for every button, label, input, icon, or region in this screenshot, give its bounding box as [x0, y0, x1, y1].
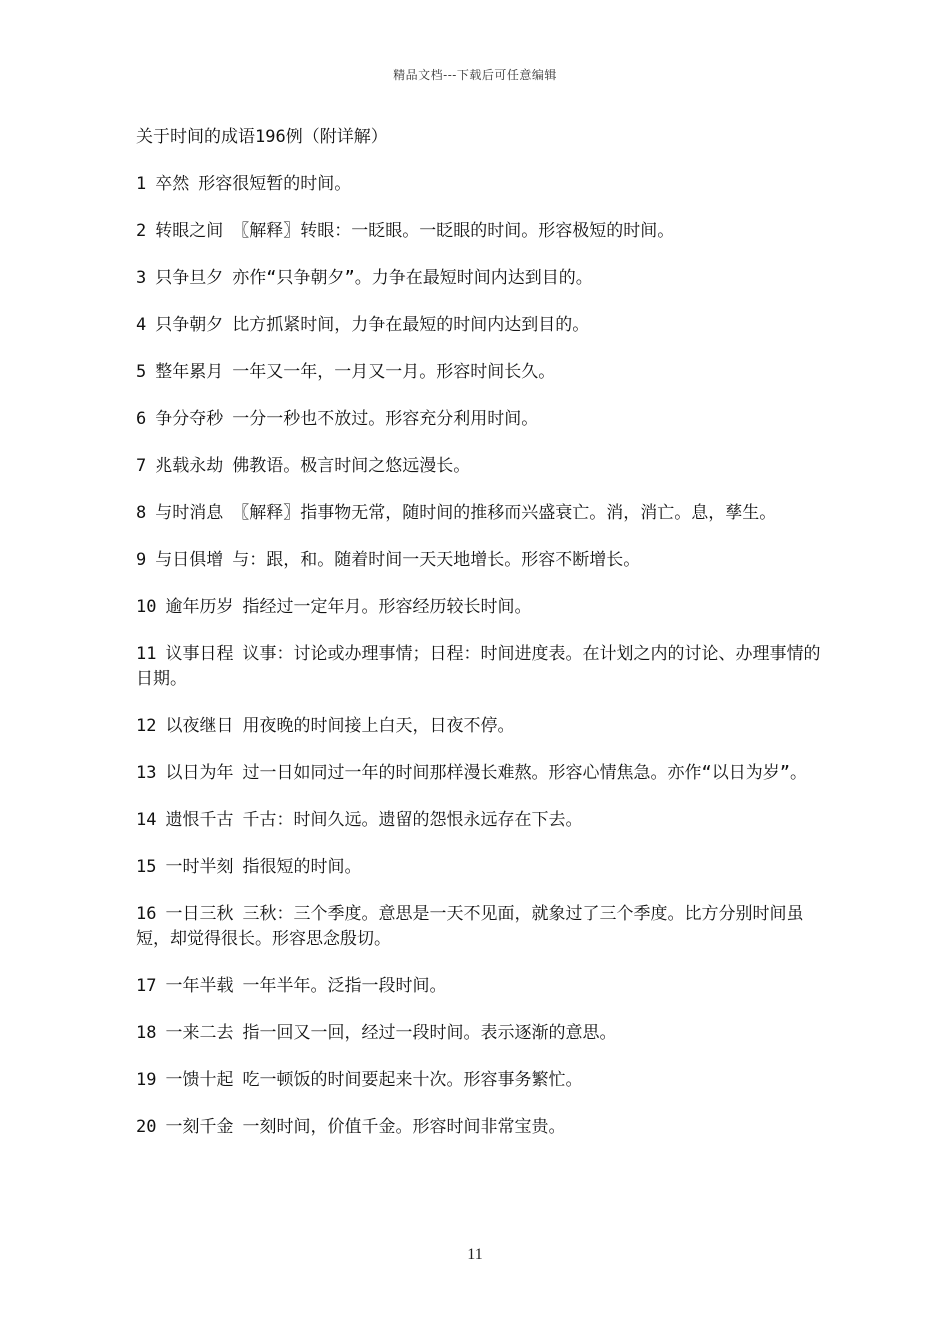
entry-definition: 指很短的时间。 [242, 857, 362, 877]
list-item [136, 974, 830, 999]
entry-definition: 过一日如同过一年的时间那样漫长难熬。形容心情焦急。亦作“以日为岁”。 [242, 763, 807, 783]
entry-idiom: 逾年历岁 [165, 597, 234, 617]
entry-idiom: 一来二去 [165, 1023, 234, 1043]
entry-definition: 吃一顿饭的时间要起来十次。形容事务繁忙。 [242, 1070, 583, 1090]
list-item [136, 595, 830, 620]
entry-definition: 佛教语。极言时间之悠远漫长。 [232, 456, 471, 476]
entry-number: 20 [136, 1117, 157, 1137]
entry-number: 13 [136, 763, 157, 783]
entry-definition: 用夜晚的时间接上白天，日夜不停。 [242, 716, 515, 736]
list-item [136, 855, 830, 880]
entry-definition: 一刻时间，价值千金。形容时间非常宝贵。 [242, 1117, 566, 1137]
page-header: 精品文档---下载后可任意编辑 [393, 68, 557, 82]
list-item [136, 902, 830, 952]
list-item [136, 501, 830, 526]
entry-number: 3 [136, 268, 147, 288]
list-item [136, 761, 830, 786]
entry-number: 16 [136, 904, 157, 924]
list-item [136, 714, 830, 739]
list-item [136, 266, 830, 291]
entry-idiom: 与日俱增 [155, 550, 224, 570]
list-item [136, 313, 830, 338]
entry-definition: 〖解释〗转眼：一眨眼。一眨眼的时间。形容极短的时间。 [232, 221, 675, 241]
entry-idiom: 以日为年 [165, 763, 234, 783]
entry-definition: 一年半年。泛指一段时间。 [242, 976, 447, 996]
entry-idiom: 一年半载 [165, 976, 234, 996]
entry-idiom: 一日三秋 [165, 904, 234, 924]
entry-idiom: 与时消息 [155, 503, 224, 523]
entry-definition: 与：跟，和。随着时间一天天地增长。形容不断增长。 [232, 550, 641, 570]
entry-definition: 议事：讨论或办理事情；日程：时间进度表。在计划之内的讨论、办理事情的日期。 [136, 644, 821, 689]
document-body [136, 125, 830, 1162]
entry-number: 19 [136, 1070, 157, 1090]
entry-definition: 一分一秒也不放过。形容充分利用时间。 [232, 409, 539, 429]
list-item [136, 642, 830, 692]
entry-idiom: 争分夺秒 [155, 409, 224, 429]
entry-number: 11 [136, 644, 157, 664]
entry-number: 4 [136, 315, 147, 335]
entry-number: 8 [136, 503, 147, 523]
entry-definition: 三秋：三个季度。意思是一天不见面，就象过了三个季度。比方分别时间虽短，却觉得很长。形容思念殷切。 [136, 904, 804, 949]
entry-number: 1 [136, 174, 147, 194]
page-number: 11 [467, 1246, 483, 1263]
entry-idiom: 只争朝夕 [155, 315, 224, 335]
entry-definition: 亦作“只争朝夕”。力争在最短时间内达到目的。 [232, 268, 593, 288]
entry-idiom: 兆载永劫 [155, 456, 224, 476]
entry-number: 17 [136, 976, 157, 996]
list-item [136, 454, 830, 479]
list-item [136, 360, 830, 385]
entry-number: 12 [136, 716, 157, 736]
entry-number: 5 [136, 362, 147, 382]
entry-idiom: 只争旦夕 [155, 268, 224, 288]
entry-number: 7 [136, 456, 147, 476]
list-item [136, 1115, 830, 1140]
entry-idiom: 一刻千金 [165, 1117, 234, 1137]
entry-definition: 指经过一定年月。形容经历较长时间。 [242, 597, 532, 617]
entry-number: 10 [136, 597, 157, 617]
entry-idiom: 一馈十起 [165, 1070, 234, 1090]
entry-idiom: 以夜继日 [165, 716, 234, 736]
entry-idiom: 转眼之间 [155, 221, 224, 241]
list-item [136, 172, 830, 197]
list-item [136, 407, 830, 432]
entry-definition: 比方抓紧时间，力争在最短的时间内达到目的。 [232, 315, 590, 335]
entry-definition: 形容很短暂的时间。 [198, 174, 352, 194]
entry-idiom: 遗恨千古 [165, 810, 234, 830]
entry-number: 15 [136, 857, 157, 877]
entry-number: 18 [136, 1023, 157, 1043]
idiom-list [136, 172, 830, 1140]
entry-definition: 千古：时间久远。遗留的怨恨永远存在下去。 [242, 810, 583, 830]
entry-definition: 一年又一年，一月又一月。形容时间长久。 [232, 362, 556, 382]
entry-idiom: 一时半刻 [165, 857, 234, 877]
entry-idiom: 议事日程 [165, 644, 234, 664]
list-item [136, 808, 830, 833]
entry-idiom: 整年累月 [155, 362, 224, 382]
entry-idiom: 卒然 [155, 174, 190, 194]
document-title: 关于时间的成语196例（附详解） [136, 127, 388, 147]
entry-definition: 指一回又一回，经过一段时间。表示逐渐的意思。 [242, 1023, 617, 1043]
entry-number: 6 [136, 409, 147, 429]
entry-number: 2 [136, 221, 147, 241]
list-item [136, 1021, 830, 1046]
list-item [136, 548, 830, 573]
list-item [136, 219, 830, 244]
list-item [136, 1068, 830, 1093]
entry-number: 14 [136, 810, 157, 830]
entry-definition: 〖解释〗指事物无常，随时间的推移而兴盛衰亡。消，消亡。息，孳生。 [232, 503, 777, 523]
entry-number: 9 [136, 550, 147, 570]
